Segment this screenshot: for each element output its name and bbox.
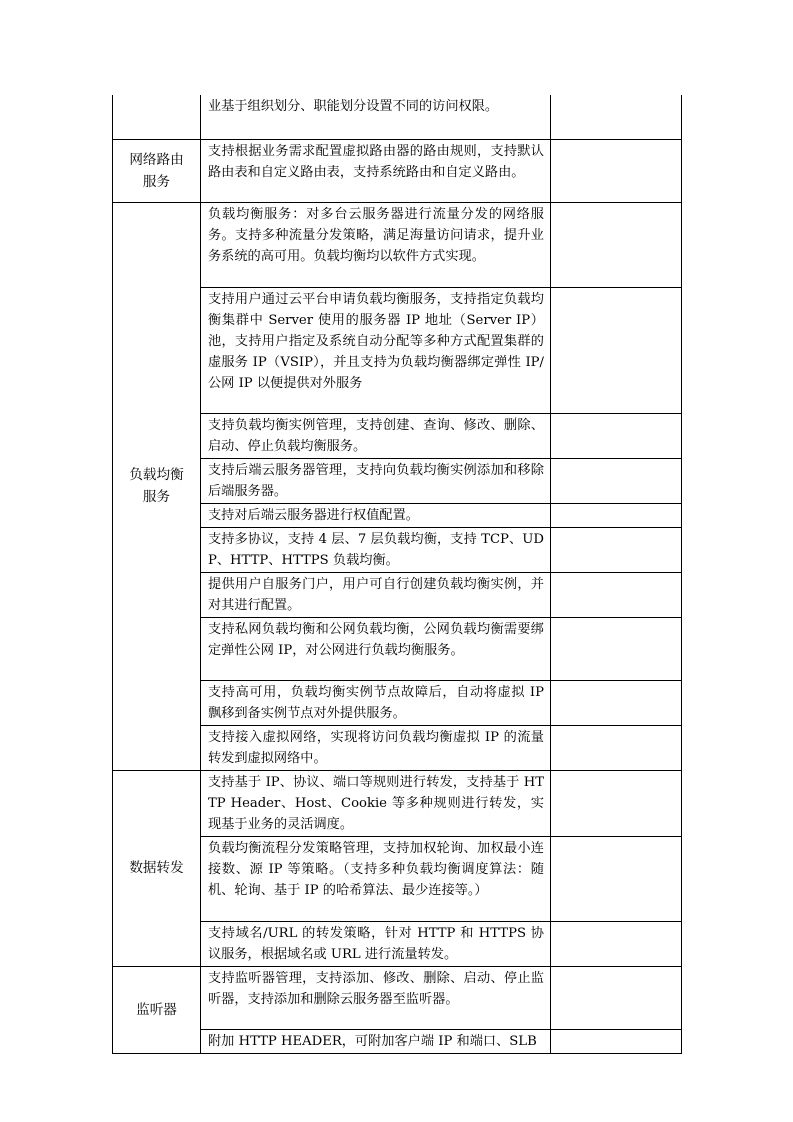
requirement-cell: 提供用户自服务门户，用户可自行创建负载均衡实例，并对其进行配置。 bbox=[201, 572, 551, 617]
requirement-cell: 支持多协议，支持 4 层、7 层负载均衡，支持 TCP、UDP、HTTP、HTTPS 负载均衡。 bbox=[201, 527, 551, 572]
spec-table bbox=[112, 95, 682, 1054]
requirement-cell: 负载均衡流程分发策略管理，支持加权轮询、加权最小连接数、源 IP 等策略。（支持多种负载均衡调度算法：随机、轮询、基于 IP 的哈希算法、最少连接等。） bbox=[201, 836, 551, 921]
response-cell bbox=[551, 770, 682, 836]
response-cell bbox=[551, 527, 682, 572]
response-cell bbox=[551, 1029, 682, 1053]
requirement-cell: 支持高可用，负载均衡实例节点故障后，自动将虚拟 IP 飘移到备实例节点对外提供服务。 bbox=[201, 680, 551, 725]
requirement-cell: 支持负载均衡实例管理，支持创建、查询、修改、删除、启动、停止负载均衡服务。 bbox=[201, 413, 551, 458]
requirement-cell: 负载均衡服务：对多台云服务器进行流量分发的网络服务。支持多种流量分发策略，满足海量访问请求，提升业务系统的高可用。负载均衡均以软件方式实现。 bbox=[201, 202, 551, 287]
response-cell bbox=[551, 458, 682, 503]
category-cell: 网络路由服务 bbox=[113, 139, 201, 202]
table-row bbox=[113, 95, 682, 139]
category-cell: 数据转发 bbox=[113, 770, 201, 966]
requirement-cell: 支持域名/URL 的转发策略，针对 HTTP 和 HTTPS 协议服务，根据域名或 URL 进行流量转发。 bbox=[201, 921, 551, 966]
response-cell bbox=[551, 725, 682, 770]
table-row bbox=[113, 202, 682, 287]
requirement-cell: 支持根据业务需求配置虚拟路由器的路由规则，支持默认路由表和自定义路由表，支持系统路由和自定义路由。 bbox=[201, 139, 551, 202]
category-cell: 监听器 bbox=[113, 966, 201, 1053]
response-cell bbox=[551, 680, 682, 725]
requirement-cell: 业基于组织划分、职能划分设置不同的访问权限。 bbox=[201, 95, 551, 139]
requirement-cell: 支持接入虚拟网络，实现将访问负载均衡虚拟 IP 的流量转发到虚拟网络中。 bbox=[201, 725, 551, 770]
response-cell bbox=[551, 966, 682, 1029]
requirement-cell: 支持基于 IP、协议、端口等规则进行转发，支持基于 HTTP Header、Host、Cookie 等多种规则进行转发，实现基于业务的灵活调度。 bbox=[201, 770, 551, 836]
response-cell bbox=[551, 617, 682, 680]
requirement-cell: 支持监听器管理，支持添加、修改、删除、启动、停止监听器，支持添加和删除云服务器至监听器。 bbox=[201, 966, 551, 1029]
requirement-cell: 支持私网负载均衡和公网负载均衡，公网负载均衡需要绑定弹性公网 IP，对公网进行负载均衡服务。 bbox=[201, 617, 551, 680]
requirement-cell: 支持用户通过云平台申请负载均衡服务，支持指定负载均衡集群中 Server 使用的服务器 IP 地址（Server IP）池，支持用户指定及系统自动分配等多种方式配置集群的虚服务 IP（VSIP），并且支持为负载均衡器绑定弹性 IP/公网 IP 以便提供对外服务 bbox=[201, 287, 551, 413]
response-cell bbox=[551, 572, 682, 617]
requirement-cell: 支持对后端云服务器进行权值配置。 bbox=[201, 503, 551, 527]
requirement-cell: 附加 HTTP HEADER，可附加客户端 IP 和端口、SLB bbox=[201, 1029, 551, 1053]
category-cell: 负载均衡服务 bbox=[113, 202, 201, 770]
response-cell bbox=[551, 413, 682, 458]
table-row bbox=[113, 770, 682, 836]
response-cell bbox=[551, 287, 682, 413]
response-cell bbox=[551, 503, 682, 527]
category-cell bbox=[113, 95, 201, 139]
response-cell bbox=[551, 202, 682, 287]
response-cell bbox=[551, 139, 682, 202]
response-cell bbox=[551, 921, 682, 966]
table-row bbox=[113, 139, 682, 202]
response-cell bbox=[551, 95, 682, 139]
requirement-cell: 支持后端云服务器管理，支持向负载均衡实例添加和移除后端服务器。 bbox=[201, 458, 551, 503]
response-cell bbox=[551, 836, 682, 921]
table-row bbox=[113, 966, 682, 1029]
